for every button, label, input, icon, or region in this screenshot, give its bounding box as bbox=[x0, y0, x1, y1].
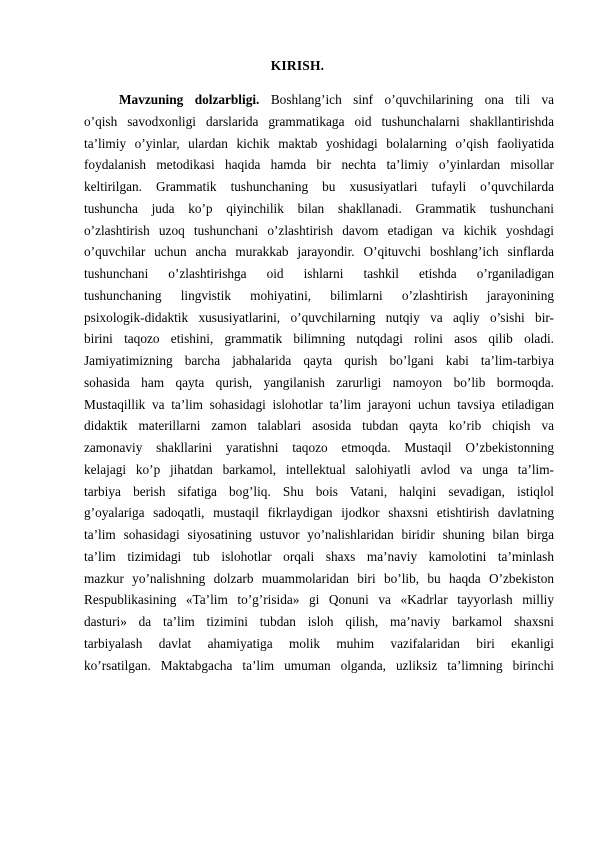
body-line bbox=[84, 89, 554, 111]
body-line: mazkur yo’nalishning dolzarb muammolaridan biri bo’lib, bu haqda O’zbekiston bbox=[84, 570, 554, 586]
body-line: zamonaviy shakllarini yaratishni taqozo etmoqda. Mustaqil O’zbekistonning bbox=[84, 440, 554, 455]
body-line: kelajagi ko’p jihatdan barkamol, intellektual salohiyatli avlod va unga ta’lim- bbox=[84, 461, 554, 477]
body-line: tushunchaning lingvistik mohiyatini, bilimlarni o’zlashtirish jarayonining bbox=[84, 287, 554, 303]
body-text bbox=[84, 89, 554, 676]
page-title: KIRISH. bbox=[270, 58, 325, 73]
body-line: sohasida ham qayta qurish, yangilanish zarurligi namoyon bo’lib bormoqda. bbox=[84, 374, 554, 390]
body-line: tushunchani o’zlashtirishga oid ishlarni tashkil etishda o’rganiladigan bbox=[84, 266, 554, 281]
body-line-text: Boshlang’ich sinf o’quvchilarining ona tili va bbox=[270, 92, 554, 107]
body-line: g’oyalariga sadoqatli, mustaqil fikrlaydigan ijodkor shaxsni etishtirish davlatning bbox=[84, 505, 554, 521]
body-line: foydalanish metodikasi haqida hamda bir nechta ta’limiy o’yinlardan misollar bbox=[84, 157, 554, 173]
body-line: o’zlashtirish uzoq tushunchani o’zlashtirish davom etadigan va kichik yoshdagi bbox=[84, 222, 554, 238]
body-line: ta’lim tizimidagi tub islohotlar orqali shaxs ma’naviy kamolotini ta’minlash bbox=[84, 548, 554, 564]
body-line: tushuncha juda ko’p qiyinchilik bilan shakllanadi. Grammatik tushunchani bbox=[84, 200, 554, 216]
body-line: Jamiyatimizning barcha jabhalarida qayta qurish bo’lgani kabi ta’lim-tarbiya bbox=[84, 353, 554, 368]
body-line: ta’limiy o’yinlar, ulardan kichik maktab yoshidagi bolalarning o’qish faoliyatida bbox=[84, 135, 554, 151]
body-line: tarbiyalash davlat ahamiyatiga molik muhim vazifalaridan biri ekanligi bbox=[84, 635, 554, 651]
body-line: ta’lim sohasidagi siyosatining ustuvor yo’nalishlaridan biridir shuning bilan birga bbox=[84, 527, 554, 542]
body-line: ko’rsatilgan. Maktabgacha ta’lim umuman olganda, uzliksiz ta’limning birinchi bbox=[84, 657, 554, 673]
body-line: didaktik materillarni zamon talablari asosida tubdan qayta ko’rib chiqish va bbox=[84, 418, 554, 434]
body-line: keltirilgan. Grammatik tushunchaning bu xususiyatlari tufayli o’quvchilarda bbox=[84, 179, 554, 194]
body-line: psixologik-didaktik xususiyatlarini, o’quvchilarning nutqiy va aqliy o’sishi bir- bbox=[84, 309, 554, 325]
body-line: birini taqozo etishini, grammatik bilimning nutqdagi rolini asos qilib oladi. bbox=[84, 331, 554, 347]
body-line: Mustaqillik va ta’lim sohasidagi islohotlar ta’lim jarayoni uchun tavsiya etiladigan bbox=[84, 396, 554, 412]
body-line: o’quvchilar uchun ancha murakkab jarayondir. O’qituvchi boshlang’ich sinflarda bbox=[84, 244, 554, 260]
lead-label: Mavzuning dolzarbligi. bbox=[119, 92, 260, 107]
body-line: Respublikasining «Ta’lim to’g’risida» gi Qonuni va «Kadrlar tayyorlash milliy bbox=[84, 592, 554, 608]
body-line: dasturi» da ta’lim tizimini tubdan isloh qilish, ma’naviy barkamol shaxsni bbox=[84, 614, 554, 629]
body-line: o’qish savodxonligi darslarida grammatikaga oid tushunchalarni shakllantirishda bbox=[84, 113, 554, 129]
body-line: tarbiya berish sifatiga bog’liq. Shu bois Vatani, halqini sevadigan, istiqlol bbox=[84, 483, 554, 499]
